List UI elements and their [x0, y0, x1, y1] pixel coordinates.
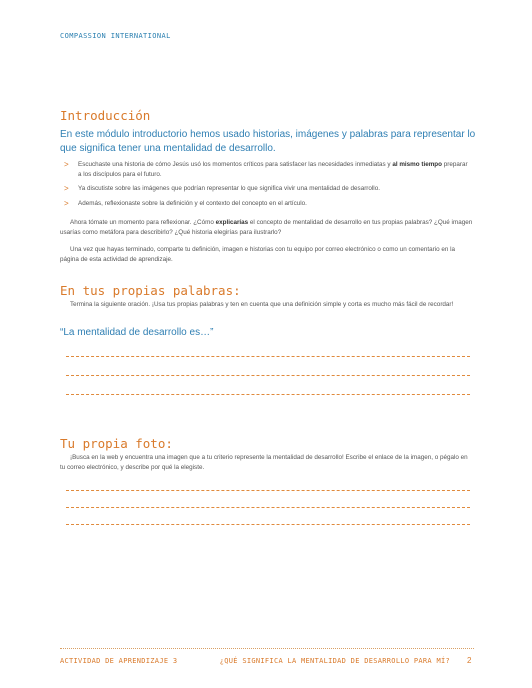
- words-prompt: “La mentalidad de desarrollo es…”: [60, 327, 214, 338]
- bullet-text: Escuchaste una historia de cómo Jesús usó los momentos críticos para satisfacer las necesidades inmediatas y: [78, 161, 393, 168]
- footer-activity-label: ACTIVIDAD DE APRENDIZAJE 3: [60, 657, 178, 665]
- intro-lead: En este módulo introductorio hemos usado historias, imágenes y palabras para representar lo que significa tener una mentalidad de desarrollo.: [60, 129, 476, 154]
- answer-line[interactable]: [66, 375, 470, 376]
- list-item: [64, 160, 472, 179]
- bullet-text: preparar a los discípulos para el futuro.: [78, 161, 468, 178]
- bullet-text: Además, reflexionaste sobre la definición y el contexto del concepto en el artículo.: [78, 199, 307, 207]
- chevron-right-icon: >: [64, 160, 69, 169]
- chevron-right-icon: >: [64, 198, 69, 208]
- brand-header: COMPASSION INTERNATIONAL: [60, 32, 171, 40]
- page-number: 2: [467, 656, 472, 665]
- intro-bullet-list: [64, 160, 472, 213]
- photo-heading: Tu propia foto:: [60, 436, 173, 451]
- bullet-bold: al mismo tiempo: [392, 161, 442, 168]
- bold-text: explicarías: [215, 219, 249, 226]
- bullet-text: Ya discutiste sobre las imágenes que podrían representar lo que significa vivir una mentalidad de desarrollo.: [78, 185, 380, 192]
- answer-line[interactable]: [66, 507, 470, 508]
- answer-line[interactable]: [66, 356, 470, 357]
- answer-line[interactable]: [66, 490, 470, 491]
- words-instruction: Termina la siguiente oración. ¡Usa tus propias palabras y ten en cuenta que una definición simple y corta es mucho más fácil de recordar!: [70, 301, 454, 308]
- photo-instruction: ¡Busca en la web y encuentra una imagen que a tu criterio represente la mentalidad de desarrollo! Escribe el enlace de la imagen, o pégalo en tu correo electrónico, y describe por qué la elegiste.: [60, 454, 468, 471]
- answer-line[interactable]: [66, 394, 470, 395]
- chevron-right-icon: >: [64, 184, 69, 193]
- intro-heading: Introducción: [60, 108, 151, 123]
- answer-line[interactable]: [66, 524, 470, 525]
- words-heading: En tus propias palabras:: [60, 283, 241, 298]
- intro-paragraph-2: Una vez que hayas terminado, comparte tu definición, imagen e historias con tu equipo por correo electrónico o como un comentario en la página de esta actividad de aprendizaje.: [60, 246, 456, 263]
- list-item: [64, 199, 472, 209]
- footer-divider: [60, 648, 474, 649]
- footer-title: ¿QUÉ SIGNIFICA LA MENTALIDAD DE DESARROLLO PARA MÍ?: [219, 657, 450, 665]
- list-item: [64, 184, 472, 194]
- intro-paragraph-1: Ahora tómate un momento para reflexionar. ¿Cómo explicarías el concepto de mentalidad de desarrollo en tus propias palabras? ¿Qué imagen usarías como metáfora para describirlo? ¿Qué historia elegirías para ilustrarlo?: [60, 219, 473, 236]
